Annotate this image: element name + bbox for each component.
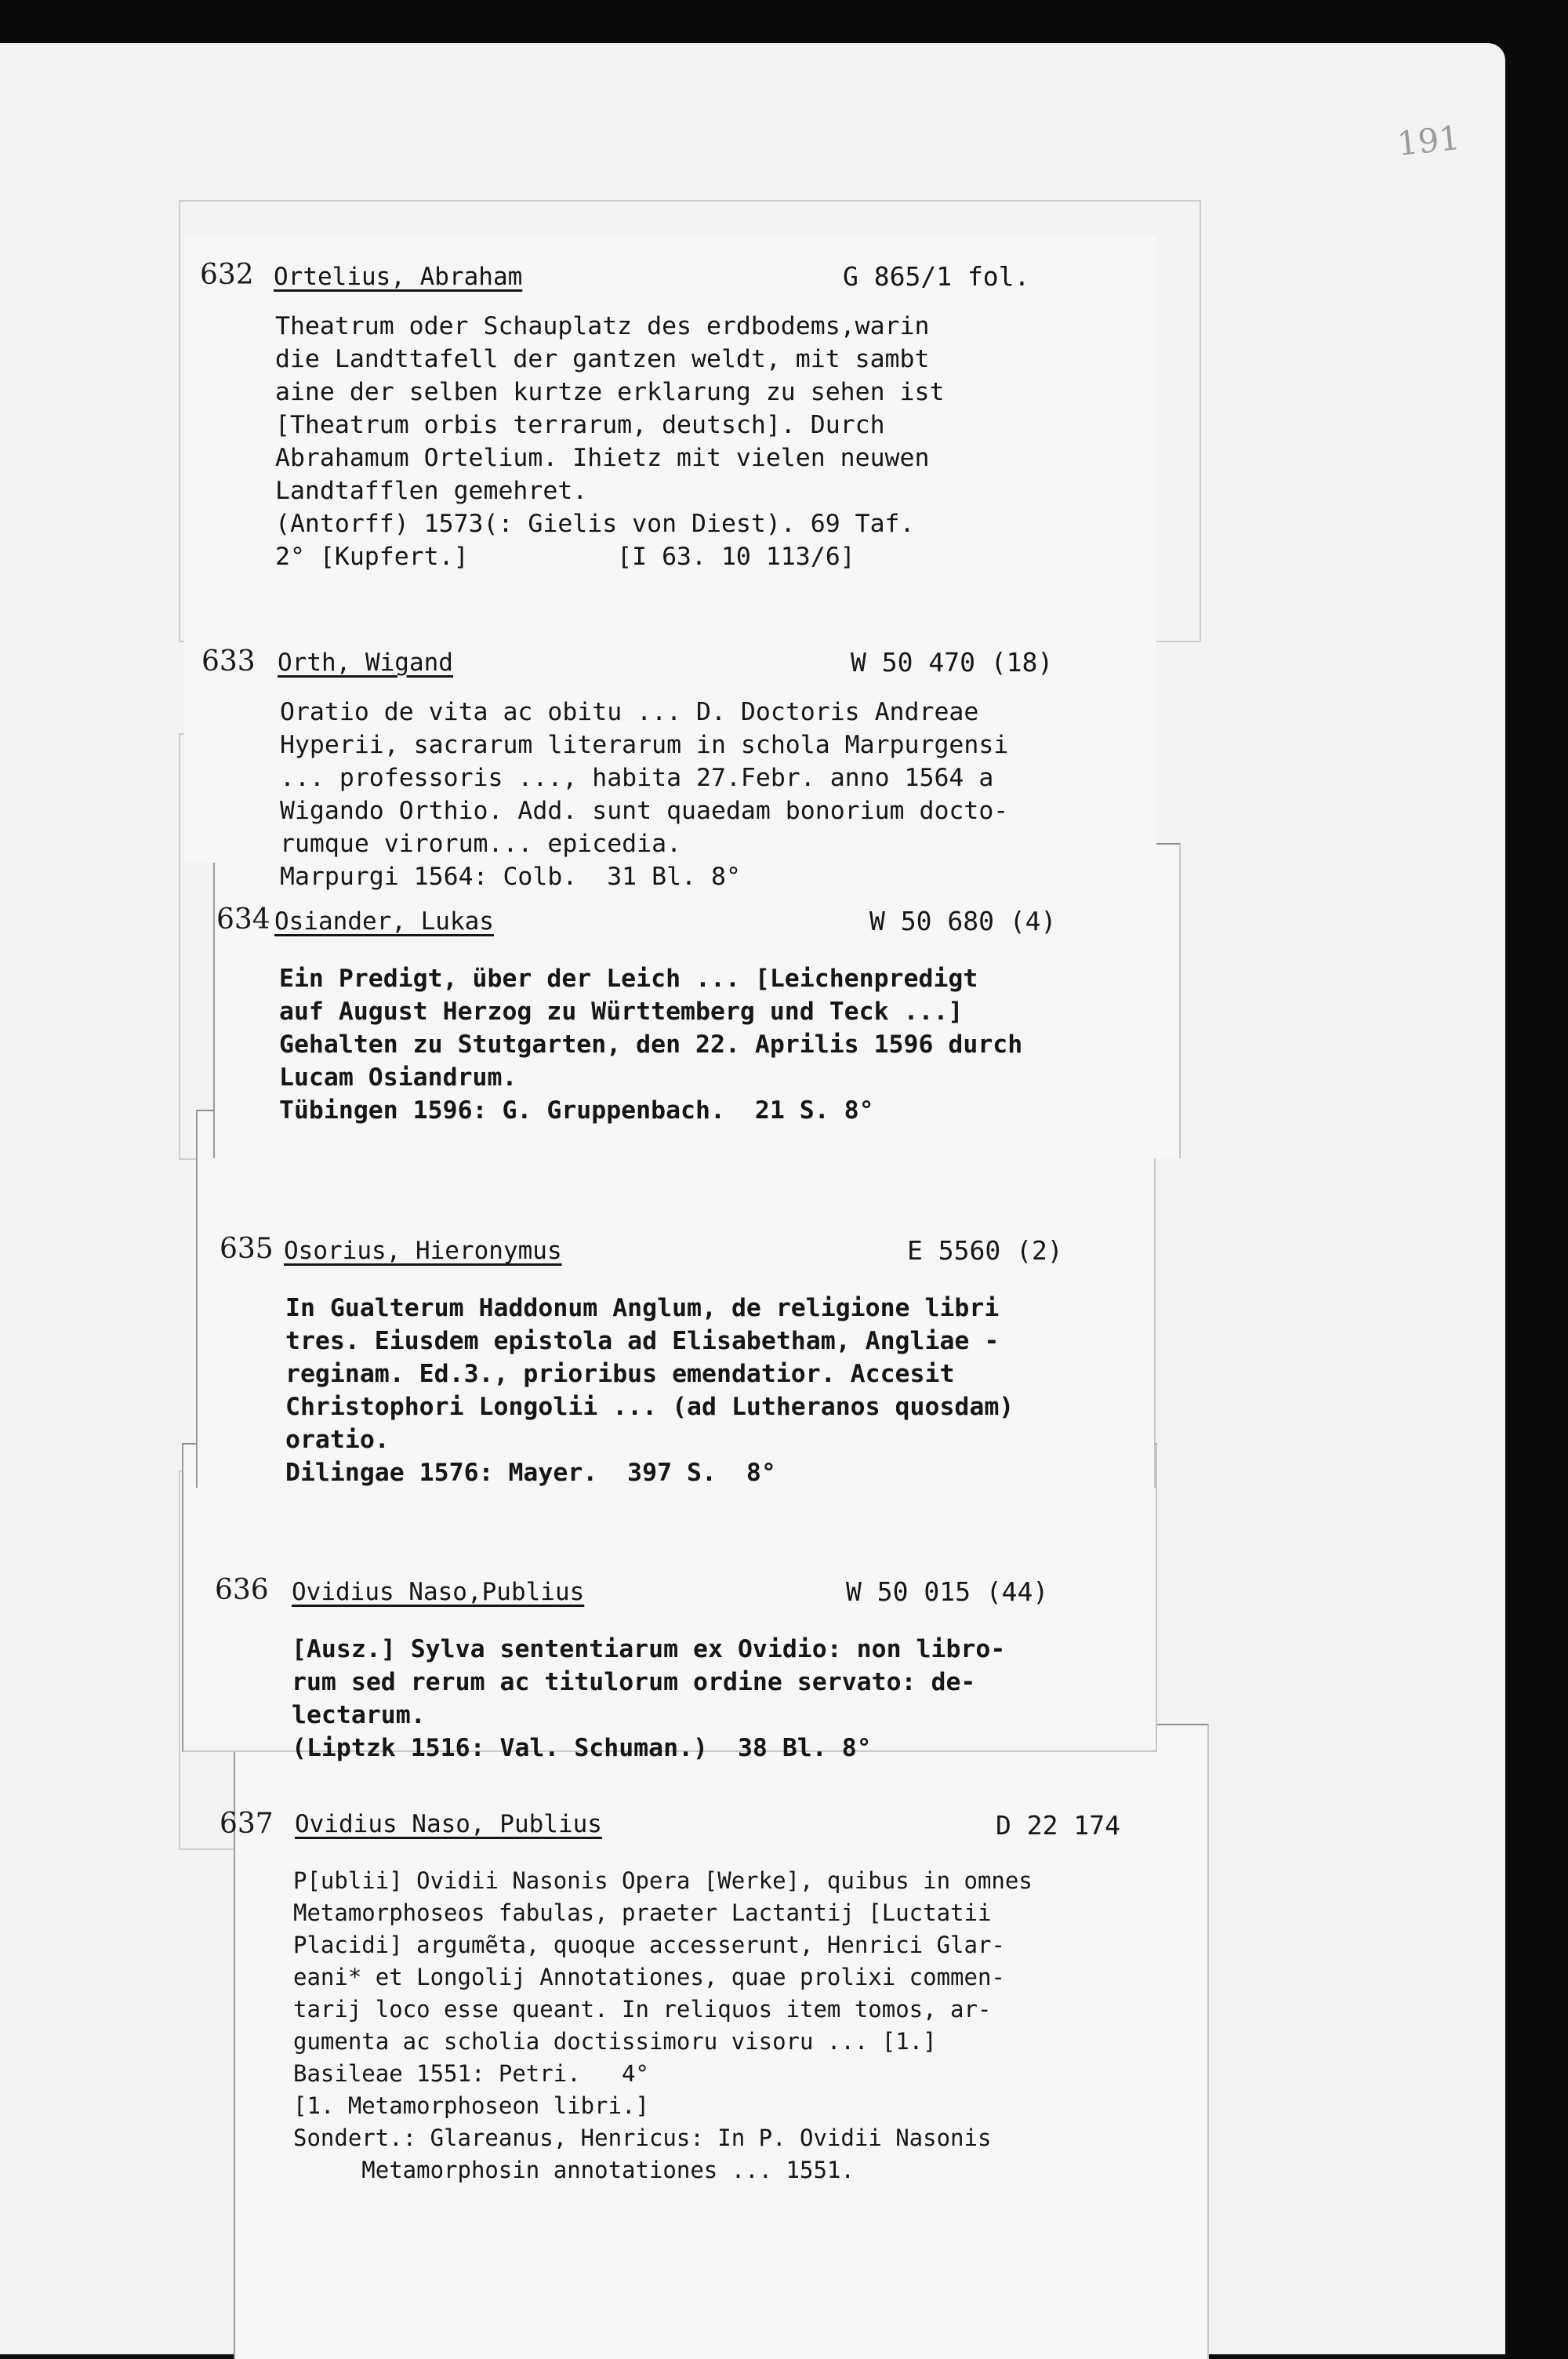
entry-line: Oratio de vita ac obitu ... D. Doctoris Andreae (280, 698, 979, 726)
entry-line: Tübingen 1596: G. Gruppenbach. 21 S. 8° (279, 1096, 874, 1125)
entry-heading: Ovidius Naso, Publius (295, 1810, 602, 1838)
shelfmark: G 865/1 fol. (843, 261, 1030, 292)
entry-line: Wigando Orthio. Add. sunt quaedam bonorium docto- (280, 797, 1009, 825)
entry-line: Marpurgi 1564: Colb. 31 Bl. 8° (280, 863, 741, 891)
entry-line: Hyperii, sacrarum literarum in schola Marpurgensi (280, 731, 1009, 759)
entry-number: 637 (220, 1808, 274, 1840)
entry-body (275, 310, 944, 573)
entry-line: Landtafflen gemehret. (275, 477, 588, 505)
entry-heading: Osiander, Lukas (274, 907, 494, 936)
entry-line: [Theatrum orbis terrarum, deutsch]. Durch (275, 411, 885, 439)
entry-number: 633 (201, 645, 256, 678)
catalogue-card (182, 1443, 1157, 1762)
entry-body (279, 962, 1022, 1127)
entry-line: Christophori Longolii ... (ad Lutheranos quosdam) (285, 1393, 1014, 1421)
folio-number: 191 (1395, 118, 1462, 164)
shelfmark: D 22 174 (996, 1810, 1120, 1841)
entry-line: Ein Predigt, über der Leich ... [Leichenpredigt (279, 965, 978, 993)
entry-body (292, 1633, 1005, 1765)
catalogue-card (196, 1110, 1156, 1488)
entry-line: (Liptzk 1516: Val. Schuman.) 38 Bl. 8° (292, 1734, 872, 1762)
entry-heading: Ortelius, Abraham (274, 263, 523, 291)
entry-body (293, 1865, 1033, 2186)
entry-line: Basileae 1551: Petri. 4° (293, 2060, 649, 2087)
entry-line: ... professoris ..., habita 27.Febr. anno 1564 a (280, 764, 994, 792)
entry-line: Metamorphoseos fabulas, praeter Lactantij [Luctatii (293, 1899, 992, 1926)
entry-line: (Antorff) 1573(: Gielis von Diest). 69 Taf. (275, 510, 915, 538)
entry-body (285, 1292, 1014, 1489)
entry-body (280, 696, 1008, 893)
entry-line: Lucam Osiandrum. (279, 1063, 517, 1092)
entry-line: tres. Eiusdem epistola ad Elisabetham, Angliae - (285, 1327, 1000, 1355)
entry-number: 636 (215, 1574, 269, 1606)
entry-line: tarij loco esse queant. In reliquos item tomos, ar- (293, 1996, 992, 2023)
entry-line: rum sed rerum ac titulorum ordine servato: de- (292, 1668, 976, 1696)
entry-line: [1. Metamorphoseon libri.] (293, 2092, 649, 2119)
entry-line: Sondert.: Glareanus, Henricus: In P. Ovidii Nasonis (293, 2125, 992, 2151)
entry-line: Metamorphosin annotationes ... 1551. (293, 2157, 855, 2183)
entry-line: aine der selben kurtze erklarung zu sehen ist (275, 378, 945, 406)
entry-line: Abrahamum Ortelium. Ihietz mit vielen neuwen (275, 444, 930, 472)
entry-heading: Osorius, Hieronymus (284, 1237, 562, 1265)
entry-line: lectarum. (292, 1701, 426, 1729)
entry-line: [Ausz.] Sylva sententiarum ex Ovidio: non libro- (292, 1635, 1006, 1663)
shelfmark: W 50 015 (44) (846, 1576, 1049, 1607)
entry-line: Theatrum oder Schauplatz des erdbodems,warin (275, 312, 930, 340)
entry-line: reginam. Ed.3., prioribus emendatior. Accesit (285, 1360, 955, 1388)
entry-heading: Orth, Wigand (278, 649, 453, 677)
entry-heading: Ovidius Naso,Publius (292, 1578, 585, 1606)
entry-line: 2° [Kupfert.] [I 63. 10 113/6] (275, 543, 855, 571)
catalogue-card (184, 235, 1156, 612)
catalogue-page (0, 43, 1505, 2354)
entry-line: gumenta ac scholia doctissimoru visoru ... [1.] (293, 2028, 937, 2055)
entry-line: rumque virorum... epicedia. (280, 830, 682, 858)
shelfmark: W 50 680 (4) (869, 906, 1057, 936)
entry-line: oratio. (285, 1426, 390, 1454)
entry-line: auf August Herzog zu Württemberg und Teck ...] (279, 998, 964, 1026)
entry-line: P[ublii] Ovidii Nasonis Opera [Werke], quibus in omnes (293, 1867, 1033, 1894)
entry-number: 632 (200, 259, 254, 291)
entry-line: Dilingae 1576: Mayer. 397 S. 8° (285, 1459, 776, 1487)
entry-number: 635 (220, 1233, 274, 1265)
entry-line: die Landttafell der gantzen weldt, mit sambt (275, 345, 930, 373)
shelfmark: E 5560 (2) (907, 1235, 1063, 1266)
catalogue-card (184, 592, 1156, 891)
entry-number: 634 (216, 903, 270, 936)
catalogue-card (220, 1724, 1209, 2359)
shelfmark: W 50 470 (18) (851, 647, 1054, 678)
entry-line: Placidi] argumẽta, quoque accesserunt, Henrici Glar- (293, 1932, 1005, 1958)
entry-line: In Gualterum Haddonum Anglum, de religione libri (285, 1294, 1000, 1322)
entry-line: Gehalten zu Stutgarten, den 22. Aprilis 1596 durch (279, 1030, 1023, 1059)
entry-line: eani* et Longolij Annotationes, quae prolixi commen- (293, 1964, 1005, 1990)
